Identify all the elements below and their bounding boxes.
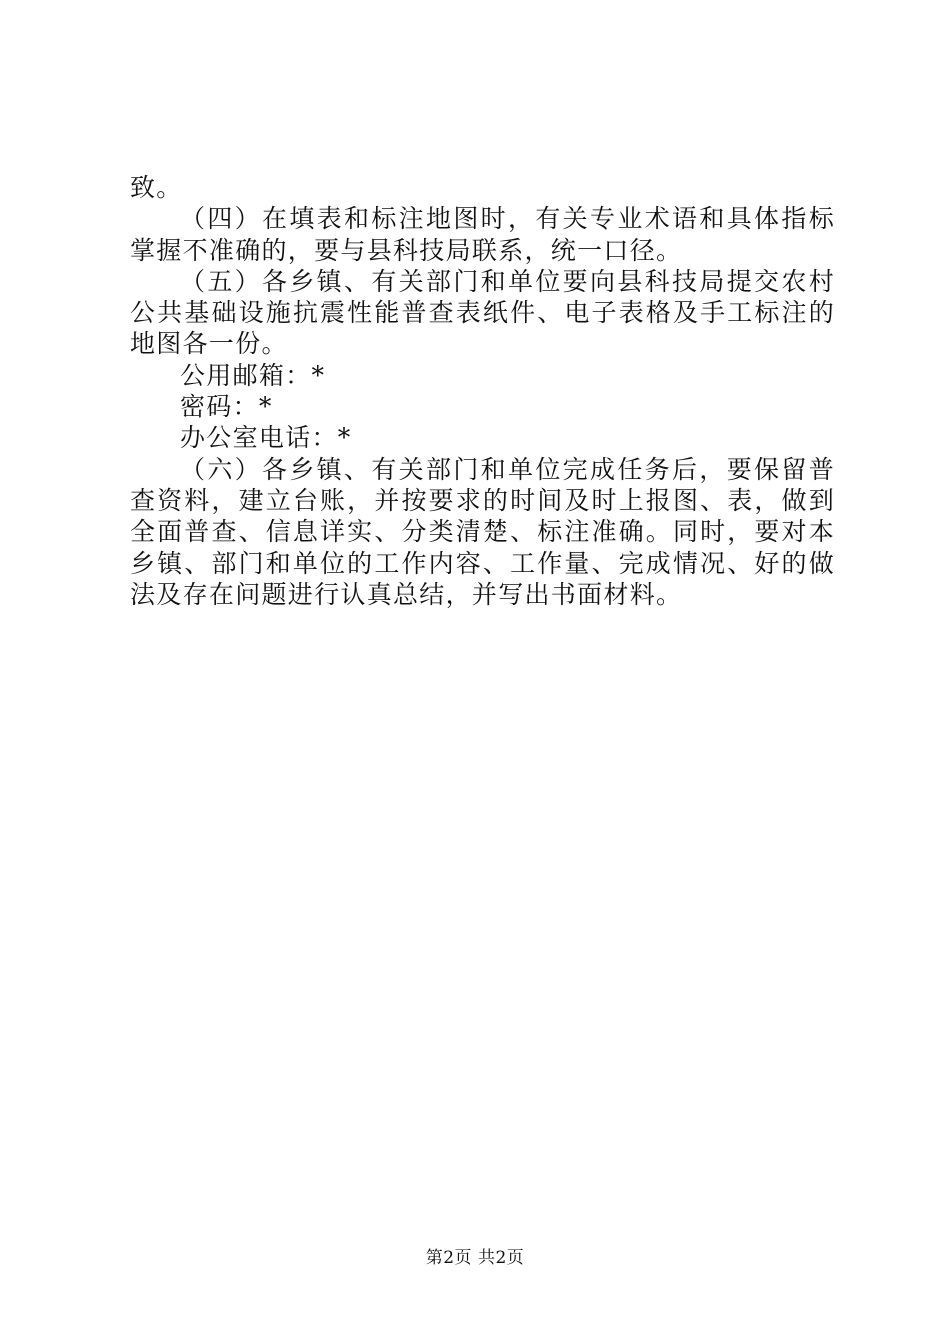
document-body — [130, 172, 835, 610]
contact-phone: 办公室电话：* — [180, 423, 352, 453]
contact-password: 密码：* — [180, 392, 273, 422]
paragraph-item-6: （六）各乡镇、有关部门和单位完成任务后，要保留普查资料，建立台账，并按要求的时间及时上报图、表，做到全面普查、信息详实、分类清楚、标注准确。同时，要对本乡镇、部门和单位的工作内容、工作量、完成情况、好的做法及存在问题进行认真总结，并写出书面材料。 — [130, 454, 835, 609]
paragraph-item-5: （五）各乡镇、有关部门和单位要向县科技局提交农村公共基础设施抗震性能普查表纸件、电子表格及手工标注的地图各一份。 — [130, 266, 835, 359]
page-footer: 第2页 共2页 — [425, 1248, 525, 1268]
paragraph-item-4: （四）在填表和标注地图时，有关专业术语和具体指标掌握不准确的，要与县科技局联系，统一口径。 — [130, 204, 835, 265]
contact-email: 公用邮箱：* — [180, 360, 326, 390]
paragraph-continuation: 致。 — [130, 173, 183, 202]
